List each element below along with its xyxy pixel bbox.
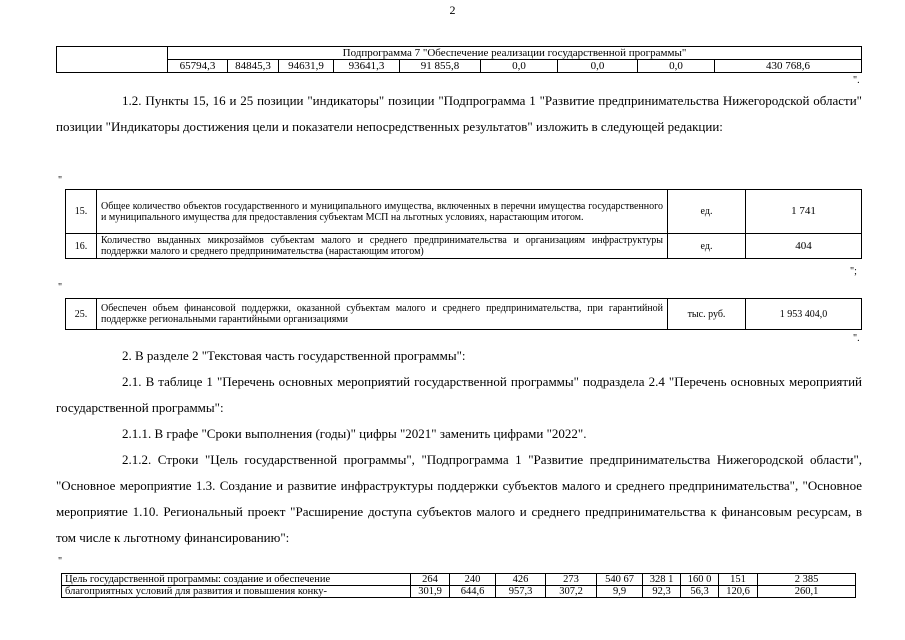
value-cell: 0,0 [558, 60, 638, 73]
indicator-number: 15. [66, 190, 97, 234]
opening-quote: " [58, 282, 63, 293]
goal-value: 957,3 [496, 586, 546, 598]
opening-quote: " [58, 556, 63, 567]
goal-value: 301,9 [411, 586, 450, 598]
indicator-unit: ед. [668, 190, 746, 234]
goal-value: 264 [411, 574, 450, 586]
goal-value: 644,6 [450, 586, 496, 598]
goal-value: 120,6 [719, 586, 758, 598]
indicator-25-table [65, 298, 862, 330]
closing-quote: ". [853, 333, 860, 344]
closing-quote: "; [850, 266, 857, 277]
goal-text: Цель государственной программы: создание и обеспечение [62, 574, 411, 586]
goal-value: 9,9 [597, 586, 643, 598]
goal-value: 260,1 [758, 586, 856, 598]
indicators-table [65, 189, 862, 259]
value-cell: 93641,3 [334, 60, 400, 73]
indicator-number: 25. [66, 299, 97, 330]
value-cell: 430 768,6 [715, 60, 862, 73]
value-cell: 91 855,8 [400, 60, 481, 73]
page-number: 2 [449, 3, 456, 17]
goal-value: 540 67 [597, 574, 643, 586]
indicator-unit: тыс. руб. [668, 299, 746, 330]
paragraph-1-2: 1.2. Пункты 15, 16 и 25 позиции "индикаторы" позиции "Подпрограмма 1 "Развитие предпринимательства Нижегородской области" позиции "Индикаторы достижения цели и показатели непосредственных результатов" изложить в следующей редакции: [56, 93, 862, 134]
goal-value: 426 [496, 574, 546, 586]
closing-quote: ". [853, 75, 860, 86]
value-cell: 65794,3 [168, 60, 228, 73]
value-cell: 0,0 [638, 60, 715, 73]
value-cell: 0,0 [481, 60, 558, 73]
goal-table [61, 573, 856, 598]
goal-value: 2 385 [758, 574, 856, 586]
indicator-text: Общее количество объектов государственного и муниципального имущества, включенных в перечни имущества государственного и муниципального имущества для предоставления субъектам МСП на льготных условиях, нарастающим итогом. [97, 190, 668, 234]
paragraph-2-1-2: 2.1.2. Строки "Цель государственной программы", "Подпрограмма 1 "Развитие предпринимательства Нижегородской области", "Основное мероприятие 1.3. Создание и развитие инфраструктуры поддержки субъектов малого и среднего предпринимательства", "Основное мероприятие 1.10. Региональный проект "Расширение доступа субъектов малого и среднего предпринимательства к финансовым ресурсам, в том числе к льготному финансированию": [56, 452, 862, 545]
goal-value: 328 1 [643, 574, 681, 586]
paragraph-2: 2. В разделе 2 "Текстовая часть государственной программы": [122, 348, 466, 363]
indicator-text: Количество выданных микрозаймов субъектам малого и среднего предпринимательства и организациям инфраструктуры поддержки малого и среднего предпринимательства (нарастающим итогом) [97, 234, 668, 259]
subprogram-7-table [56, 46, 862, 73]
opening-quote: " [58, 175, 63, 186]
indicator-value: 1 953 404,0 [746, 299, 862, 330]
goal-value: 151 [719, 574, 758, 586]
indicator-unit: ед. [668, 234, 746, 259]
goal-value: 160 0 [681, 574, 719, 586]
indicator-number: 16. [66, 234, 97, 259]
value-cell: 94631,9 [279, 60, 334, 73]
goal-text: благоприятных условий для развития и повышения конку- [62, 586, 411, 598]
indicator-value: 404 [746, 234, 862, 259]
subprogram-header: Подпрограмма 7 "Обеспечение реализации государственной программы" [168, 47, 862, 60]
paragraph-2-1: 2.1. В таблице 1 "Перечень основных мероприятий государственной программы" подраздела 2.4 "Перечень основных мероприятий государственной программы": [56, 374, 862, 415]
goal-value: 273 [546, 574, 597, 586]
goal-value: 307,2 [546, 586, 597, 598]
goal-value: 92,3 [643, 586, 681, 598]
value-cell: 84845,3 [228, 60, 279, 73]
goal-value: 240 [450, 574, 496, 586]
indicator-value: 1 741 [746, 190, 862, 234]
paragraph-2-1-1: 2.1.1. В графе "Сроки выполнения (годы)" цифры "2021" заменить цифрами "2022". [122, 426, 587, 441]
goal-value: 56,3 [681, 586, 719, 598]
empty-cell [57, 47, 168, 73]
indicator-text: Обеспечен объем финансовой поддержки, оказанной субъектам малого и среднего предпринимательства, при гарантийной поддержке региональными гарантийными организациями [97, 299, 668, 330]
